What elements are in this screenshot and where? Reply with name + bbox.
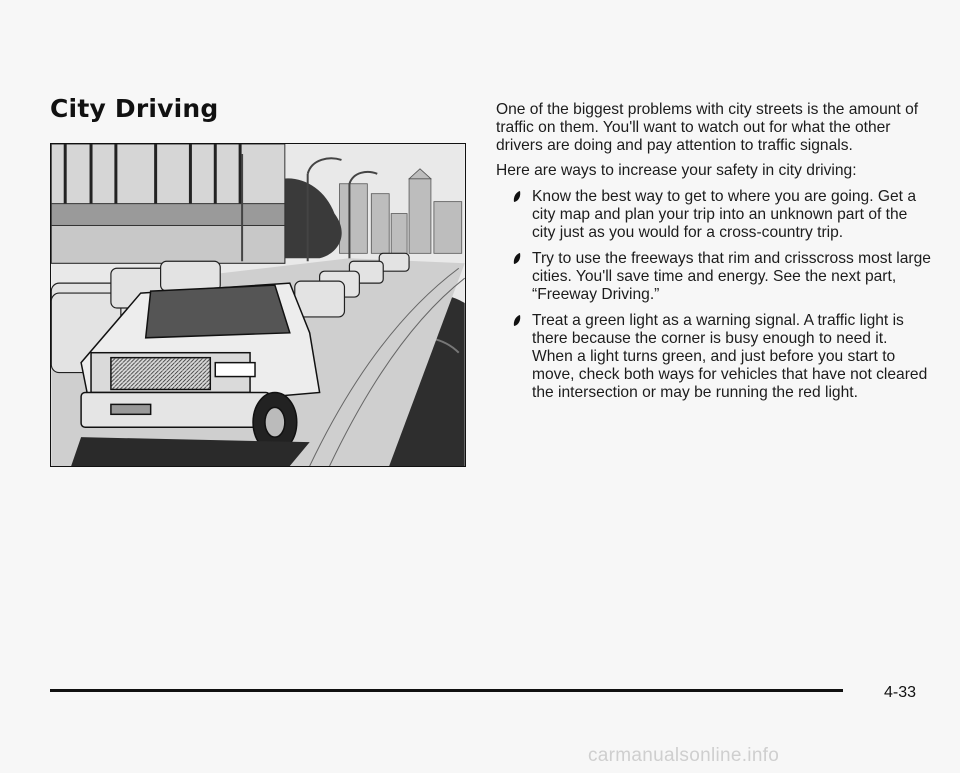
city-traffic-drawing (51, 144, 465, 466)
list-item-text: Try to use the freeways that rim and crisscross most large cities. You'll save time and energy. See the next part, “Freeway Driving.” (532, 250, 931, 303)
body-text (496, 101, 932, 410)
list-item (496, 188, 932, 242)
lead-in-paragraph: Here are ways to increase your safety in city driving: (496, 162, 857, 179)
city-traffic-illustration (50, 143, 466, 467)
page-title: City Driving (50, 94, 219, 123)
list-item (496, 312, 932, 402)
leaf-bullet-icon (513, 253, 521, 265)
intro-paragraph: One of the biggest problems with city streets is the amount of traffic on them. You'll want to watch out for what the other drivers are doing and pay attention to traffic signals. (496, 101, 919, 154)
leaf-bullet-icon (513, 315, 521, 327)
watermark: carmanualsonline.info (588, 745, 780, 766)
leaf-bullet-icon (513, 191, 521, 203)
page-number: 4-33 (884, 684, 917, 701)
list-item-text: Know the best way to get to where you are going. Get a city map and plan your trip into an unknown part of the city just as you would for a cross-country trip. (532, 188, 917, 241)
list-item (496, 250, 932, 304)
footer-rule (50, 689, 843, 692)
list-item-text: Treat a green light as a warning signal. A traffic light is there because the corner is busy enough to need it. When a light turns green, and just before you start to move, check both ways for vehicles that have not cleared the intersection or may be running the red light. (532, 312, 928, 401)
safety-tips-list (496, 188, 932, 402)
